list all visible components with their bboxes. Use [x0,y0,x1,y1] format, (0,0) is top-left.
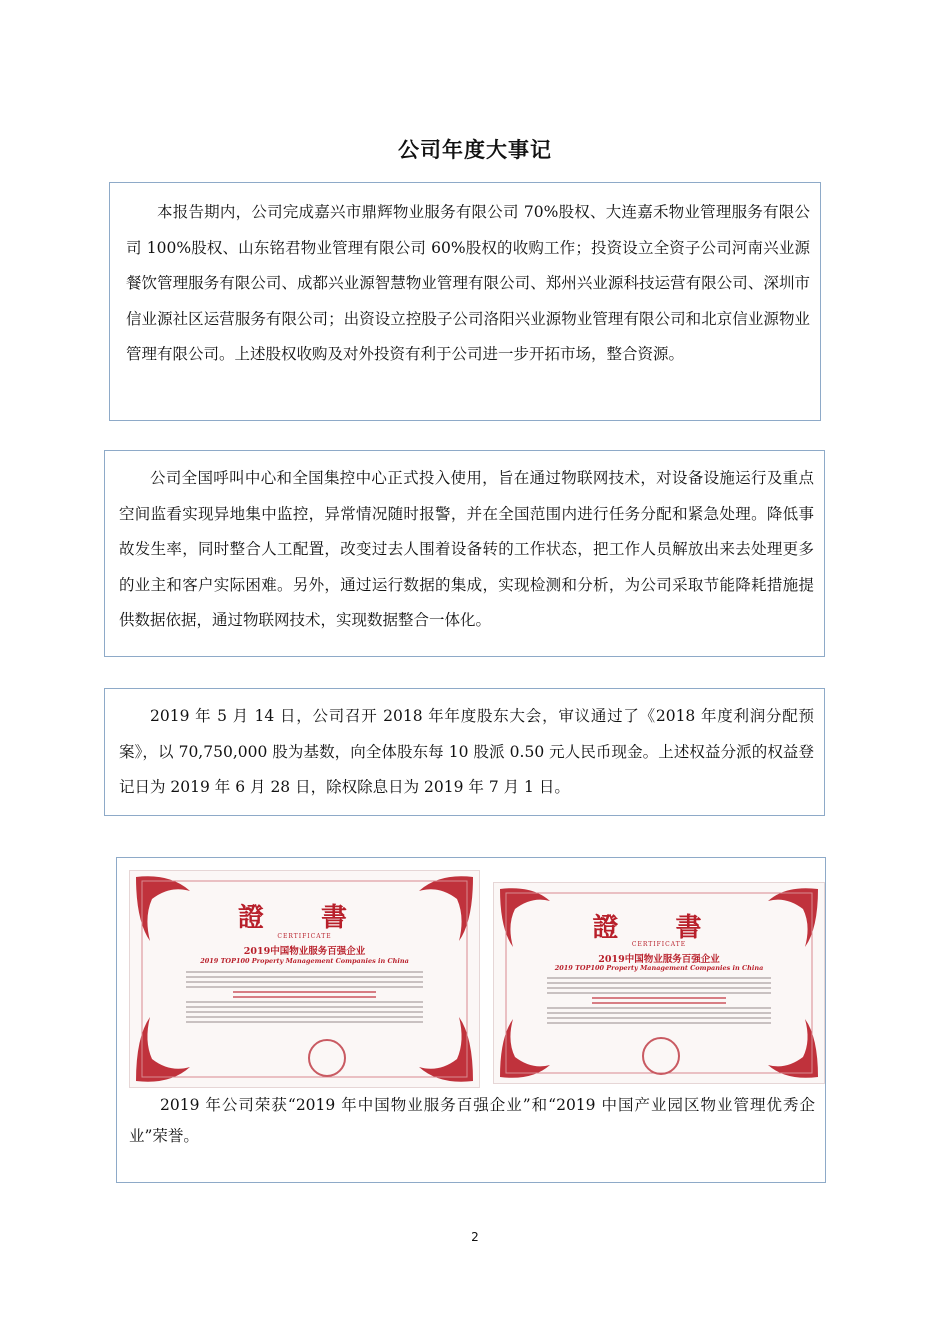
certificate-heading: 證 書 [237,903,372,933]
certificate-subtitle: 2019中国物业服务百强企业 [598,954,720,965]
event-text: 公司全国呼叫中心和全国集控中心正式投入使用，旨在通过物联网技术，对设备设施运行及重点空间监看实现异地集中监控，异常情况随时报警，并在全国范围内进行任务分配和紧急处理。降低事故发生率，同时整合人工配置，改变过去人围着设备转的工作状态，把工作人员解放出来去处理更多的业主和客户实际困难。另外，通过运行数据的集成，实现检测和分析，为公司采取节能降耗措施提供数据依据，通过物联网技术，实现数据整合一体化。 [119,469,814,629]
certificate-label: CERTIFICATE [277,933,332,940]
event-box-dividend [104,688,825,816]
certificate-images [129,870,815,1086]
certificate-seal-icon [642,1037,680,1075]
certificate-subtitle: 2019中国物业服务百强企业 [243,946,366,957]
event-text: 2019 年 5 月 14 日，公司召开 2018 年年度股东大会，审议通过了《2018 年度利润分配预案》，以 70,750,000 股为基数，向全体股东每 10 股派 0.50 元人民币现金。上述权益分派的权益登记日为 2019 年 6 月 28 日，除权除息日为 2019 年 7 月 1 日。 [119,707,814,796]
certificate-subtitle-en: 2019 TOP100 Property Management Companies in China [554,964,764,972]
event-box-acquisitions [109,182,821,421]
event-box-call-center [104,450,825,657]
event-text: 本报告期内，公司完成嘉兴市鼎辉物业服务有限公司 70%股权、大连嘉禾物业管理服务有限公司 100%股权、山东铭君物业管理有限公司 60%股权的收购工作；投资设立全资子公司河南兴业源餐饮管理服务有限公司、成都兴业源智慧物业管理有限公司、郑州兴业源科技运营有限公司、深圳市信业源社区运营服务有限公司；出资设立控股子公司洛阳兴业源物业管理有限公司和北京信业源物业管理有限公司。上述股权收购及对外投资有利于公司进一步开拓市场，整合资源。 [126,203,810,363]
event-box-awards [116,857,826,1183]
certificate-label: CERTIFICATE [631,941,687,948]
certificate-body-lines [547,977,771,1027]
page-title: 公司年度大事记 [398,138,552,162]
certificate-body-lines [186,971,423,1026]
page-number: 2 [471,1230,479,1244]
certificate-seal-icon [308,1039,346,1077]
certificate-heading: 證 書 [592,913,726,943]
event-text: 2019 年公司荣获“2019 年中国物业服务百强企业”和“2019 中国产业园区物业管理优秀企业”荣誉。 [129,1096,815,1145]
certificate-image [493,882,825,1084]
certificate-subtitle-en: 2019 TOP100 Property Management Companies in China [200,957,409,965]
certificate-image [129,870,480,1088]
